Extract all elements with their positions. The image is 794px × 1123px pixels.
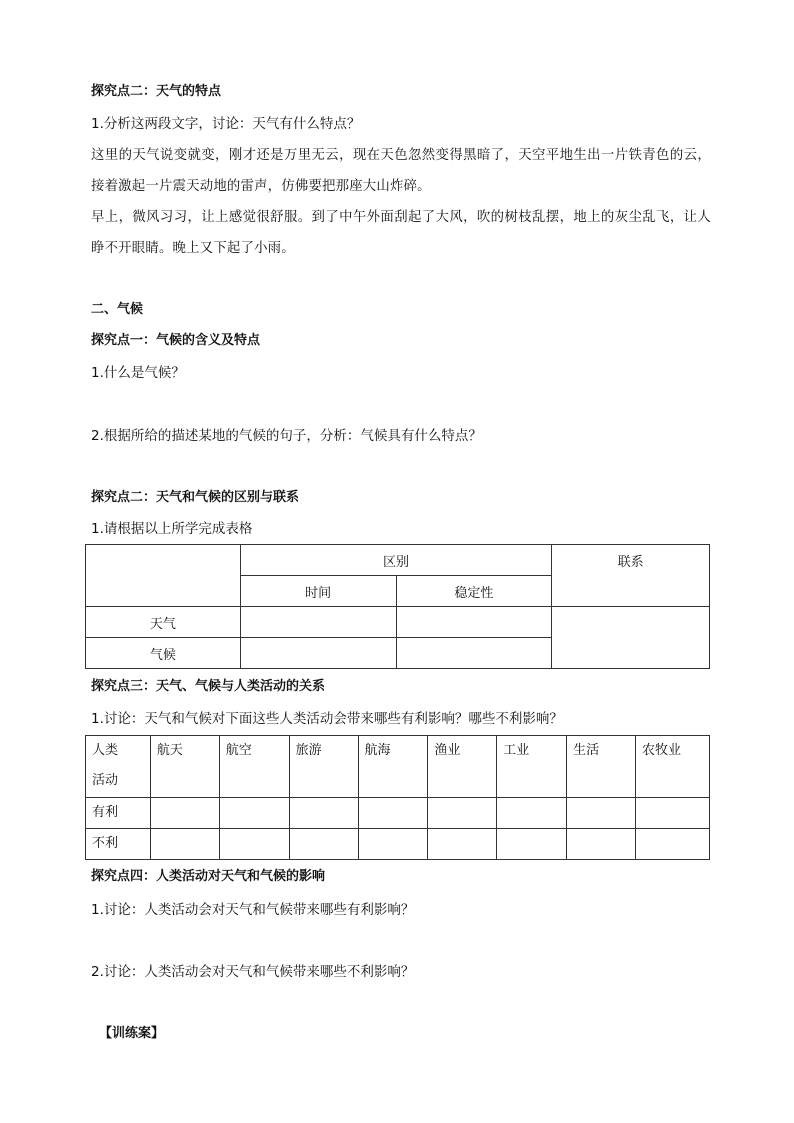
table-cell[interactable] [289,829,358,860]
climate-point1-title: 探究点一：气候的含义及特点 [91,333,261,348]
table-cell[interactable] [358,829,428,860]
header-activity-agriculture: 农牧业 [636,736,710,798]
header-activity-navigation: 航海 [358,736,428,798]
row-label-unfavorable: 不利 [86,829,151,860]
table-cell[interactable] [497,798,567,829]
training-heading: 【训练案】 [99,1026,165,1041]
row-label-climate: 气候 [86,638,241,669]
header-human-activity-line2: 活动 [92,773,119,788]
table-cell[interactable] [219,829,289,860]
table-cell[interactable] [428,829,497,860]
header-activity-fishery: 渔业 [428,736,497,798]
cell-connection[interactable] [552,607,710,669]
weather-climate-compare-table [85,544,710,669]
table-cell[interactable] [636,798,710,829]
header-human-activity-line1: 人类 [92,743,119,758]
table-cell[interactable] [358,798,428,829]
cell-weather-stability[interactable] [396,607,552,638]
header-activity-life: 生活 [567,736,636,798]
section-climate-heading: 二、气候 [91,302,144,317]
cell-climate-stability[interactable] [396,638,552,669]
question-discuss-impacts: 1.讨论：天气和气候对下面这些人类活动会带来哪些有利影响？哪些不利影响？ [91,711,563,727]
question-human-unfavorable: 2.讨论：人类活动会对天气和气候带来哪些不利影响？ [91,964,415,980]
header-activity-aerospace: 航天 [150,736,219,798]
table-cell[interactable] [150,829,219,860]
table-cell[interactable] [150,798,219,829]
cell-climate-time[interactable] [240,638,396,669]
question-human-favorable: 1.讨论：人类活动会对天气和气候带来哪些有利影响？ [91,902,415,918]
header-human-activity [86,736,151,798]
cell-weather-time[interactable] [240,607,396,638]
passage-1: 这里的天气说变就变，刚才还是万里无云，现在天色忽然变得黑暗了，天空平地生出一片铁青色的云，接着激起一片震天动地的雷声，仿佛要把那座大山炸碎。 [91,148,711,194]
header-activity-aviation: 航空 [219,736,289,798]
question-what-is-climate: 1.什么是气候？ [91,365,185,381]
table-cell[interactable] [219,798,289,829]
climate-point3-title: 探究点三：天气、气候与人类活动的关系 [91,679,326,694]
section-point2-title: 探究点二：天气的特点 [91,84,222,99]
header-activity-industry: 工业 [497,736,567,798]
table-cell[interactable] [567,829,636,860]
climate-point4-title: 探究点四：人类活动对天气和气候的影响 [91,869,326,884]
row-label-favorable: 有利 [86,798,151,829]
header-time: 时间 [240,576,396,607]
header-stability: 稳定性 [396,576,552,607]
table-corner-cell [86,545,241,607]
question-climate-features: 2.根据所给的描述某地的气候的句子，分析：气候具有什么特点？ [91,428,482,444]
header-difference: 区别 [240,545,552,576]
table-cell[interactable] [567,798,636,829]
table-cell[interactable] [497,829,567,860]
question-weather-features: 1.分析这两段文字，讨论：天气有什么特点？ [91,116,361,132]
question-fill-table: 1.请根据以上所学完成表格 [91,521,253,537]
table-cell[interactable] [636,829,710,860]
table-cell[interactable] [428,798,497,829]
human-activity-table [85,735,710,860]
header-connection: 联系 [552,545,710,607]
table-cell[interactable] [289,798,358,829]
row-label-weather: 天气 [86,607,241,638]
header-activity-tourism: 旅游 [289,736,358,798]
climate-point2-title: 探究点二：天气和气候的区别与联系 [91,490,300,505]
passage-2: 早上，微风习习，让上感觉很舒服。到了中午外面刮起了大风，吹的树枝乱摆，地上的灰尘乱飞，让人睁不开眼睛。晚上又下起了小雨。 [91,210,711,256]
